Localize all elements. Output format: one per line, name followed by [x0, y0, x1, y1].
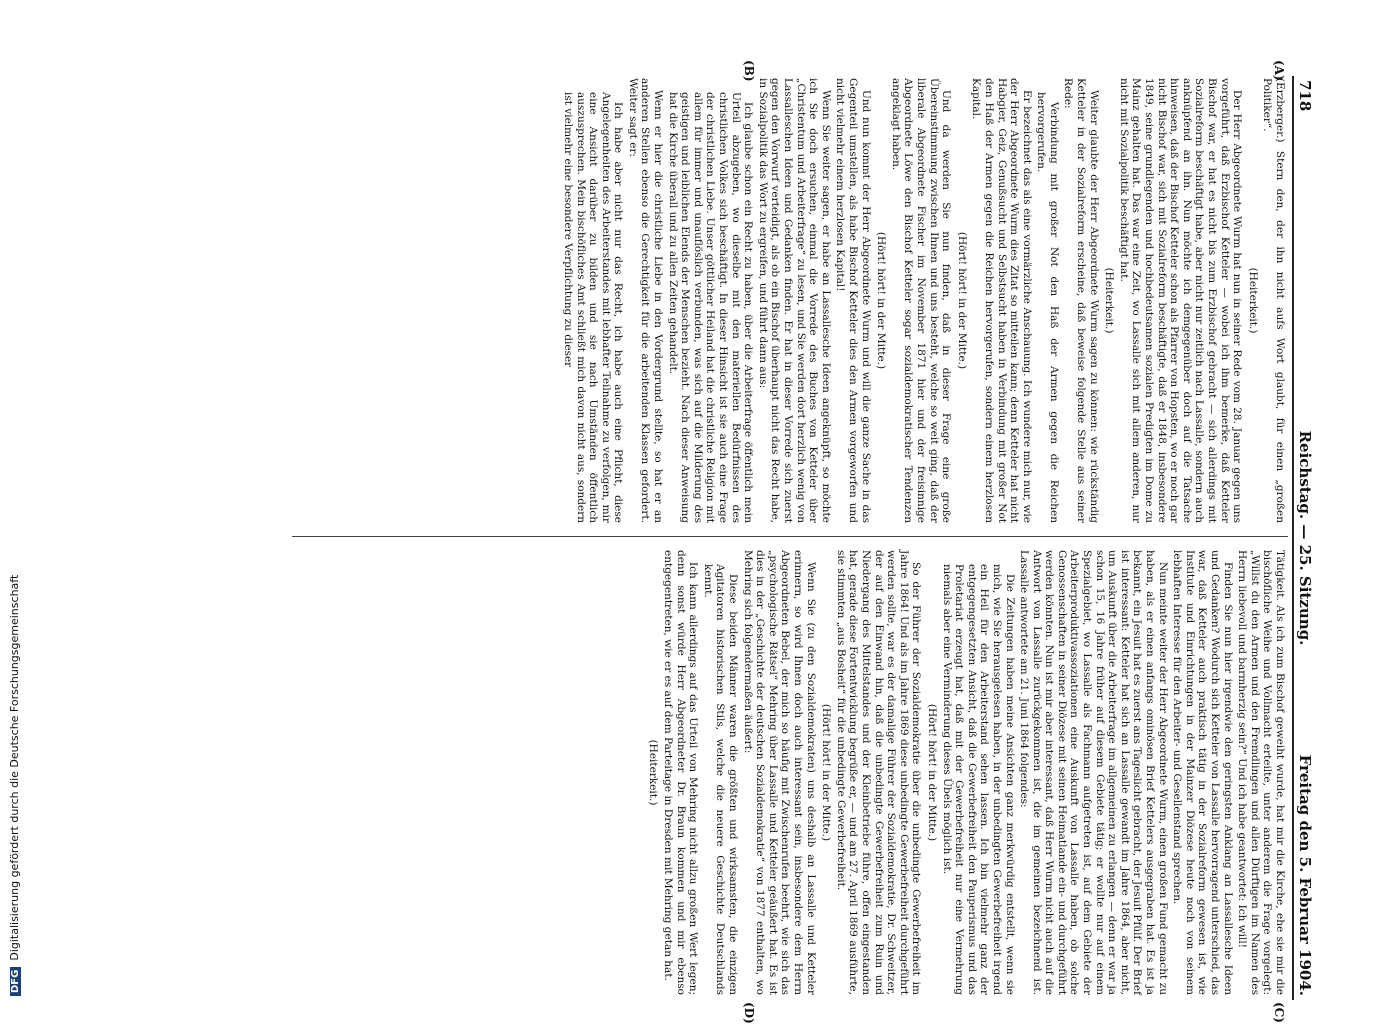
column-divider [292, 536, 1288, 537]
paragraph: Ich kann allerdings auf das Urteil von Mehring nicht allzu großen Wert legen; denn sonst würde Herr Abgeordneter Dr. Braun kommen und mir ebenso entgegentreten, wie er es auf dem Parteitage in Dresden mit Mehring getan hat. [662, 550, 700, 995]
remark: (Heiterkeit.) [647, 739, 660, 806]
paragraph: Nun meinte weiter der Herr Abgeordnete Wurm, einen großen Fund gemacht zu haben, als er einen anfangs ominösen Brief Kettelers ausgegraben hat. Es ist ja bekannt, ein Jesuit hat es zuerst ans Tageslicht gebracht, der Jesuit Pfülf. Der Brief ist interessant: Ketteler hat sich an Lassalle gewandt im Jahre 1864, aber nicht, um Auskunft über die Arbeiterfrage im allgemeinen zu erlangen — denn er war ja schon 15, 16 Jahre früher auf diesem Gebiete tätig; er wollte nur auf einem Spezialgebiet, wo Lassalle als Fachmann aufgetreten ist, auf dem Gebiete der Arbeiterproduktivassoziationen eine Auskunft von Lassalle haben, ob solche Genossenschaften in seiner Diözese mit seinen Heimatlande ein- und durchgeführt werden könnten. Nun ist mir aber interessant, daß Herr Wurm nicht auch auf die Antwort von Lassalle zurückgekommen ist, die im gemeinen bezeichnend ist. Lassalle antwortete am 21. Juni 1864 folgendes: [1018, 550, 1169, 995]
page-number: 718 [1296, 80, 1314, 112]
header-title: Reichstag. — 25. Sitzung. [1296, 430, 1314, 646]
left-column [559, 78, 1286, 523]
paragraph: Wenn Sie weiter sagen, er habe an Lassallesche Ideen angeknüpft, so möchte ich Sie doch ersuchen, einmal die Vorrede des Buches von Ketteler über „Christentum und Arbeiterfrage“ zu lesen, und Sie werden dort herzlich wenig von Lassalleschen Ideen und Gedanken finden. Er hat in dieser Vorrede sich zuerst gegen den Vorwurf verteidigt, als ob ein Bischof überhaupt nicht das Recht habe, in Sozialpolitik das Wort zu ergreifen, und führt dann aus: [756, 78, 832, 523]
paragraph: Der Herr Abgeordnete Wurm hat nun in seiner Rede vom 28. Januar gegen uns vorgeführt, daß Erzbischof Ketteler — wobei ich ihm bemerke, daß Ketteler Bischof war, er hat es nicht bis zum Erzbischof gebracht — sich allerdings mit Sozialreform beschäftigt habe, aber nicht nur zeitlich nach Lassalle, sondern auch anknüpfend an ihn. Nun möchte ich demgegenüber doch auf die Tatsache hinweisen, daß der Bischof Ketteler schon als Pfarrer von Hopsten, wo er noch gar nicht Bischof war, sich mit Sozialreform beschäftigte, daß er 1848, insbesondere 1849, seine grundlegenden und hochbedeutsamen sozialen Predigten im Dome zu Mainz gehalten hat. Das war eine Zeit, wo Lassalle sich mit allem anderen, nur nicht mit Sozialpolitik beschäftigt hat. [1117, 78, 1244, 523]
remark: (Heiterkeit.) [1103, 267, 1116, 334]
right-column [644, 550, 1286, 995]
quotation: Ich habe aber nicht nur das Recht, ich habe auch eine Pflicht, diese Angelegenheiten des Arbeiterstandes mit lebhafter Teilnahme zu verfolgen, mir eine Ansicht darüber zu bilden und sie nach Umständen öffentlich auszusprechen. Mein bischöfliches Amt schließt mich davon nicht aus, sondern ist vielmehr eine besondere Verpflichtung zu dieser [561, 92, 625, 523]
paragraph: (Erzberger.) Stern den, der ihn nicht aufs Wort glaubt, für einen „großen Politiker“. [1261, 78, 1286, 523]
paragraph: Tätigkeit. Als ich zum Bischof geweiht wurde, hat mir die Kirche, ehe sie mir die bischöfliche Weihe und Vollmacht erteilte, unter anderem die Frage vorgelegt: „Willst du den Armen und den Fremdlingen und allen Dürftigen im Namen des Herrn liebevoll und barmherzig sein?“ Und ich habe geantwortet: Ich will! [1236, 550, 1286, 995]
paragraph: So der Führer der Sozialdemokratie über die unbedingte Gewerbefreiheit im Jahre 1864! Und als im Jahre 1869 diese unbedingte Gewerbefreiheit durchgeführt werden sollte, war es der damalige Führer der Sozialdemokratie, Dr. Schweitzer, der auf den Einwand hin, daß die unbedingte Gewerbefreiheit zum Ruin und Niedergang des Mittelstandes und der Kleinbetriebe führe, offen eingestanden hat, gerade diese Fortentwicklung begrüße er, — und am 27. April 1869 ausführte, sie stimmten „aus Bosheit“ für die unbedingte Gewerbefreiheit. [834, 550, 923, 995]
paragraph: Wenn er hier die christliche Liebe in den Vordergrund stellte, so hat er an anderen Stellen ebenso die Gerechtigkeit für die arbeitenden Klassen gefordert. Weiter sagt er: [626, 78, 665, 523]
paragraph: Er bezeichnet das als eine vormärzliche Anschauung. Ich wundere mich nur, wie der Herr Abgeordnete Wurm dies Zitat so mitteilen kann; denn Ketteler hat nicht Habgier, Geiz, Genußsucht und Selbstsucht haben in Verbindung mit großer Not den Haß der Armen gegen die Reichen hervorgerufen, sondern einem herzlosen Kapital. [970, 78, 1033, 523]
header-date: Freitag den 5. Februar 1904. [1296, 754, 1314, 996]
rotated-newspaper-page [56, 60, 1316, 1024]
paragraph: Finden Sie nun hier irgendwie den geringsten Anklang an Lassallesche Ideen und Gedanken? Wodurch sich Ketteler von Lassalle hervorragend unterschied, das war, daß Ketteler auch praktisch tätig in der Sozialreform gewesen ist, wie Institute und Einrichtungen in der Mainzer Diözese heute noch von seinem lebhaften Interesse für den Arbeiter- und Gesellenstand sprechen. [1171, 550, 1234, 995]
header-rule [1292, 76, 1294, 1000]
paragraph: Weiter glaubte der Herr Abgeordnete Wurm sagen zu können: wie rückständig Ketteler in der Sozialreform erscheine, daß beweise folgende Stelle aus seiner Rede: [1062, 78, 1100, 523]
paragraph: Wenn Sie (zu den Sozialdemokraten) uns deshalb an Lassalle und Ketteler erinnern, so wird Ihnen doch auch interessant sein, insbesondere dem Herrn Abgeordneten Bebel, der mich so häufig mit Zwischenrufen beehrt, wie sich das „psychologische Rätsel“ Mehring über Lassalle und Ketteler geäußert hat. Es ist dies in der „Geschichte der deutschen Sozialdemokratie“ von 1877 enthalten, wo Mehring sich folgendermaßen äußert: [741, 550, 817, 995]
margin-letter-b: (B) [742, 60, 756, 82]
paragraph: Und da werden Sie nun finden, daß in dieser Frage eine große Übereinstimmung zwischen Ihnen und uns besteht, welche so weit ging, daß der liberale Abgeordnete Fischer im November 1871 hier und der freisinnige Abgeordnete Löwe den Bischof Ketteler sogar sozialdemokratischer Tendenzen angeklagt haben. [889, 78, 953, 523]
remark: (Hört! hört! in der Mitte.) [955, 231, 968, 370]
credit-text: Digitalisierung gefördert durch die Deutsche Forschungsgemeinschaft [8, 574, 21, 961]
paragraph: Und nun kommt der Herr Abgeordnete Wurm und will die ganze Sache in das Gegenteil umstellen, als habe Bischof Ketteler dies den Armen vorgeworfen und nicht vielmehr einem herzlosen Kapital! [834, 78, 872, 523]
digitization-credit [8, 575, 21, 996]
dfg-logo: DFG [10, 967, 21, 996]
remark: (Hört! hört! in der Mitte.) [820, 703, 833, 842]
margin-letter-c: (C) [1272, 1002, 1286, 1023]
quotation: Verbindung mit großer Not den Haß der Armen gegen die Reichen hervorgerufen. [1035, 92, 1060, 523]
remark: (Hört! hört! in der Mitte.) [875, 231, 888, 370]
margin-letter-d: (D) [742, 1002, 756, 1024]
quotation: Ich glaube schon ein Recht zu haben, über die Arbeiterfrage öffentlich mein Urteil abzugeben, wo dieselbe mit den materiellen Bedürfnissen des christlichen Volkes sich beschäftigt. In dieser Hinsicht ist sie auch eine Frage der christlichen Liebe. Unser göttlicher Heiland hat die christliche Religion mit allem für immer und unauflöslich verbunden, was sich auf die Milderung des geistigen und leiblichen Elends der Menschen bezieht. Nach dieser Anweisung hat die Kirche überall und zu allen Zeiten gehandelt. [666, 92, 755, 523]
remark: (Hört! hört! in der Mitte.) [925, 703, 938, 842]
quotation: Diese beiden Männer waren die größten und wirksamsten, die einzigen Agitatoren historischen Stils, welche die neuere Geschichte Deutschlands kennt. [701, 564, 740, 995]
remark: (Heiterkeit.) [1246, 267, 1259, 334]
margin-letter-a: (A) [1272, 60, 1286, 81]
quotation: Die Zeitungen haben meine Ansichten ganz merkwürdig entstellt, wenn sie mich, wie Sie herausgelesen haben, in der unbedingten Gewerbefreiheit irgend ein Heil für den Arbeiterstand sehen lassen. Ich bin vielmehr ganz der entgegengesetzten Ansicht, daß die Gewerbefreiheit den Pauperismus und das Proletariat erzeugt hat, daß mit der Gewerbefreiheit nur eine Vermehrung niemals aber eine Verminderung dieses Übels möglich ist. [940, 564, 1016, 995]
